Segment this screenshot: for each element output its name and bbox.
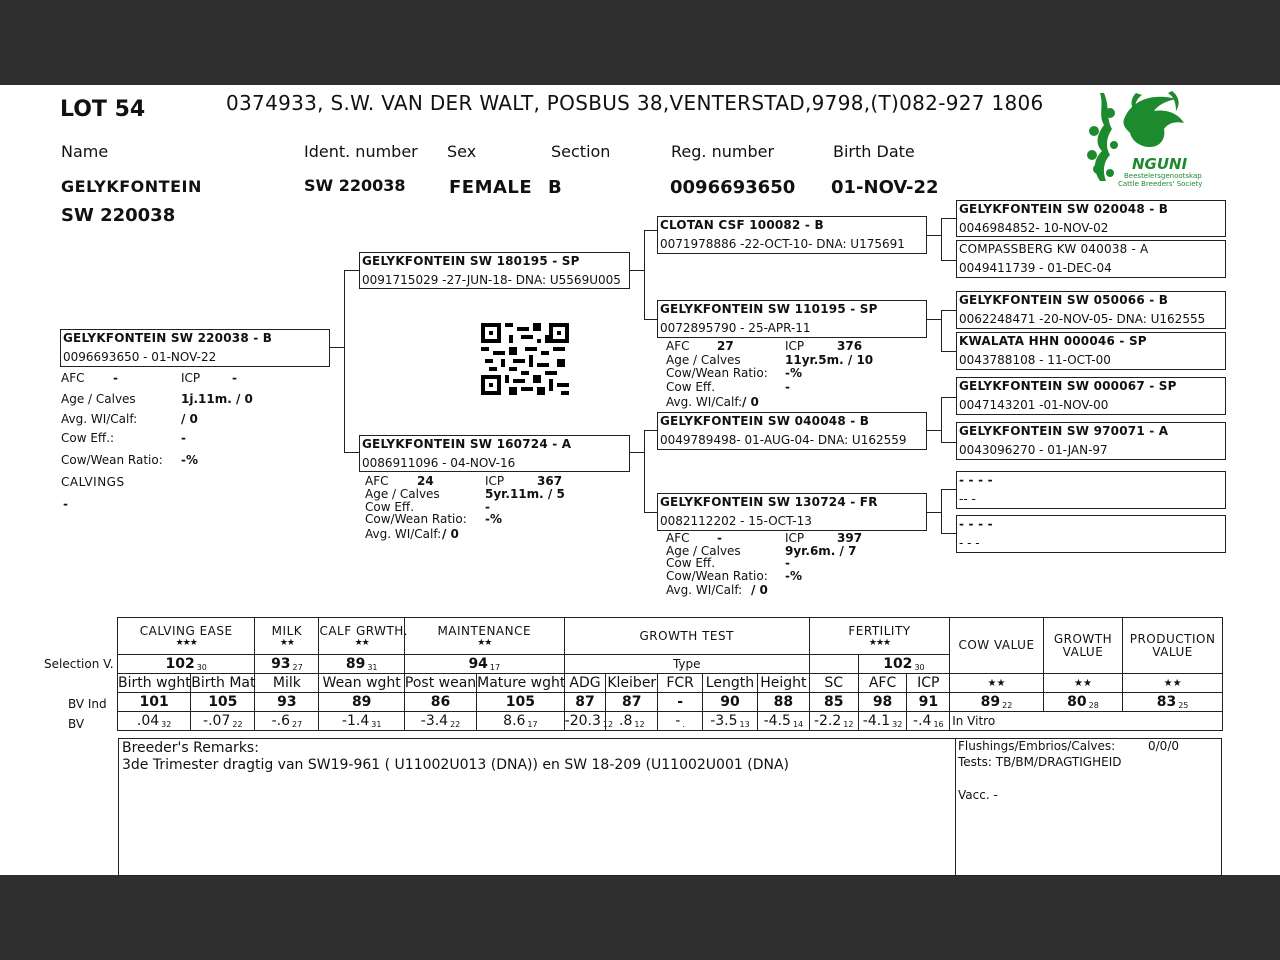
sd-afc-label: AFC — [666, 339, 690, 353]
sd-wean-label: Cow/Wean Ratio: — [666, 366, 768, 380]
sd-icp-label: ICP — [785, 339, 805, 353]
bv-cell: -2.2 $_{12}$ — [809, 712, 858, 731]
connector — [644, 230, 645, 320]
cow-value-header: COW VALUE — [950, 618, 1044, 674]
column-label: Wean wght — [319, 674, 404, 693]
gg5-name: GELYKFONTEIN SW 000067 - SP — [959, 379, 1177, 393]
bv-cell: -.6 $_{27}$ — [255, 712, 319, 731]
logo-subtitle-1: Beestelersgenootskap — [1124, 172, 1202, 180]
animal-box — [60, 329, 330, 367]
connector — [941, 260, 956, 261]
connector — [344, 452, 359, 453]
dd-afc-label: AFC — [666, 531, 690, 545]
birth-value: 01-NOV-22 — [831, 177, 939, 198]
connector — [344, 270, 345, 452]
column-label: FCR — [658, 674, 703, 693]
connector — [927, 235, 941, 236]
bv-ind-cell: 93 — [255, 693, 319, 712]
animal-name: GELYKFONTEIN SW 220038 - B — [63, 331, 273, 345]
sel-fert: 102 $_{30}$ — [858, 655, 950, 674]
bv-ind-cell: 101 — [118, 693, 191, 712]
animal-icp-label: ICP — [181, 371, 201, 385]
sire-reg: 0091715029 -27-JUN-18- DNA: U5569U005 — [362, 273, 621, 287]
connector — [630, 270, 644, 271]
gg2-reg: 0049411739 - 01-DEC-04 — [959, 261, 1112, 275]
dam-dam-reg: 0082112202 - 15-OCT-13 — [660, 514, 812, 528]
section-label: Section — [551, 142, 611, 161]
connector — [644, 430, 645, 512]
maintenance-header: MAINTENANCE ★★ — [404, 618, 564, 655]
sex-value: FEMALE — [449, 177, 533, 198]
column-label: Mature wght — [477, 675, 566, 691]
bv-cell: -.4 $_{16}$ — [907, 712, 950, 731]
animal-wi: / 0 — [181, 412, 198, 426]
gg-box-7 — [956, 471, 1226, 509]
breeder-info: 0374933, S.W. VAN DER WALT, POSBUS 38,VENTERSTAD,9798,(T)082-927 1806 — [226, 91, 1044, 115]
dam-wean-label: Cow/Wean Ratio: — [365, 512, 467, 526]
pv-stars: ★★ — [1123, 674, 1223, 693]
sd-eff: - — [785, 380, 790, 394]
column-label: ICP — [907, 674, 950, 693]
calf-growth-header: CALF GRWTH. ★★ — [319, 618, 404, 655]
animal-eff: - — [181, 431, 186, 445]
bv-cell: -4.1 $_{32}$ — [858, 712, 907, 731]
gg3-reg: 0062248471 -20-NOV-05- DNA: U162555 — [959, 312, 1206, 326]
sire-dam-reg: 0072895790 - 25-APR-11 — [660, 321, 811, 335]
sd-age: 11yr.5m. / 10 — [785, 353, 874, 367]
dam-sire-name: GELYKFONTEIN SW 040048 - B — [660, 414, 870, 428]
column-label: Length — [702, 674, 757, 693]
dd-age: 9yr.6m. / 7 — [785, 544, 857, 558]
bv-ind-cell: 87 — [606, 693, 658, 712]
bv-ind-cell: 105 — [477, 693, 565, 712]
dam-age: 5yr.11m. / 5 — [485, 487, 565, 501]
animal-age-label: Age / Calves — [61, 392, 136, 406]
flush-label: Flushings/Embrios/Calves: — [958, 739, 1116, 753]
production-value-header: PRODUCTION VALUE — [1123, 618, 1223, 674]
bv-cell: -20.3 $_{12}$ — [564, 713, 614, 729]
value-cell: 89 $_{22}$ — [950, 693, 1044, 712]
animal-wean: -% — [181, 453, 199, 467]
connector — [941, 218, 942, 260]
gg-box-8 — [956, 515, 1226, 553]
connector — [644, 512, 657, 513]
name-label: Name — [61, 142, 109, 161]
dam-dam-name: GELYKFONTEIN SW 130724 - FR — [660, 495, 878, 509]
gg4-name: KWALATA HHN 000046 - SP — [959, 334, 1147, 348]
connector — [941, 218, 956, 219]
connector — [941, 442, 956, 443]
sd-wi-label: Avg. WI/Calf: — [666, 395, 743, 409]
sire-box — [359, 252, 630, 289]
ident-label: Ident. number — [304, 142, 418, 161]
dam-sire-box — [657, 412, 927, 450]
gg-box-1 — [956, 200, 1226, 237]
animal-age: 1j.11m. / 0 — [181, 392, 253, 406]
dd-wean-label: Cow/Wean Ratio: — [666, 569, 768, 583]
dam-wi-label: Avg. WI/Calf: — [365, 527, 442, 541]
dd-eff: - — [785, 556, 790, 570]
sire-sire-box — [657, 216, 927, 254]
sel-calf: 89 $_{31}$ — [319, 655, 404, 674]
bv-label: BV — [68, 717, 85, 731]
dd-wean: -% — [785, 569, 803, 583]
connector — [941, 489, 956, 490]
sd-eff-label: Cow Eff. — [666, 380, 716, 394]
column-label: Birth Mat — [191, 675, 256, 691]
animal-afc: - — [113, 371, 118, 385]
column-label: SC — [809, 674, 858, 693]
header-row — [118, 618, 1223, 655]
bv-cell: .04 $_{32}$ — [118, 712, 191, 731]
sd-icp: 376 — [837, 339, 863, 353]
dd-wi-label: Avg. WI/Calf: — [666, 583, 743, 597]
bv-ind-cell: 86 — [404, 693, 476, 712]
gg5-reg: 0047143201 -01-NOV-00 — [959, 398, 1109, 412]
tests-text: Tests: TB/BM/DRAGTIGHEID — [958, 755, 1122, 769]
connector — [927, 430, 941, 431]
value-cell: 83 $_{25}$ — [1123, 693, 1223, 712]
gg1-reg: 0046984852- 10-NOV-02 — [959, 221, 1109, 235]
reg-label: Reg. number — [671, 142, 775, 161]
connector — [941, 533, 956, 534]
growth-value-header: GROWTH VALUE — [1043, 618, 1122, 674]
bv-cell: - $_.$ — [658, 712, 703, 731]
nguni-logo — [1080, 85, 1210, 190]
logo-subtitle-2: Cattle Breeders' Society — [1118, 180, 1203, 188]
dam-wean: -% — [485, 512, 503, 526]
fertility-header: FERTILITY ★★★ — [809, 618, 949, 655]
qr-code-icon — [481, 322, 569, 396]
dd-afc: - — [717, 531, 722, 545]
dam-name: GELYKFONTEIN SW 160724 - A — [362, 437, 572, 451]
gg6-reg: 0043096270 - 01-JAN-97 — [959, 443, 1108, 457]
connector — [330, 347, 344, 348]
animal-icp: - — [232, 371, 237, 385]
connector — [941, 310, 942, 352]
sire-sire-name: CLOTAN CSF 100082 - B — [660, 218, 824, 232]
bv-cell: .8 $_{12}$ — [606, 712, 658, 731]
connector — [941, 397, 956, 398]
gg3-name: GELYKFONTEIN SW 050066 - B — [959, 293, 1169, 307]
dam-afc: 24 — [417, 474, 434, 488]
bv-cell: 8.6 $_{17}$ — [477, 712, 565, 731]
dam-icp: 367 — [537, 474, 563, 488]
ident-value: SW 220038 — [304, 176, 406, 195]
sd-afc: 27 — [717, 339, 734, 353]
gg8-name: - - - - — [959, 517, 993, 531]
breeding-values-table — [117, 617, 1223, 731]
bv-ind-cell: 87 — [564, 693, 606, 712]
dd-wi: / 0 — [751, 583, 768, 597]
gg4-reg: 0043788108 - 11-OCT-00 — [959, 353, 1111, 367]
gg2-name: COMPASSBERG KW 040038 - A — [959, 242, 1149, 256]
connector — [941, 351, 956, 352]
vacc-text: Vacc. - — [958, 788, 998, 802]
sel-calving: 102 $_{30}$ — [118, 655, 255, 674]
fert-blank — [809, 655, 858, 674]
connector — [941, 397, 942, 443]
gg6-name: GELYKFONTEIN SW 970071 - A — [959, 424, 1169, 438]
reg-value: 0096693650 — [670, 177, 796, 198]
connector — [630, 452, 644, 453]
dd-eff-label: Cow Eff. — [666, 556, 716, 570]
sd-age-label: Age / Calves — [666, 353, 741, 367]
cow-stars: ★★ — [950, 674, 1044, 693]
dam-dam-box — [657, 493, 927, 531]
gg-box-2 — [956, 240, 1226, 278]
gv-stars: ★★ — [1043, 674, 1122, 693]
dam-wi: / 0 — [442, 527, 459, 541]
sel-maint: 94 $_{17}$ — [404, 655, 564, 674]
dam-eff: - — [485, 500, 490, 514]
bv-ind-cell: 105 — [191, 693, 255, 712]
animal-afc-label: AFC — [61, 371, 85, 385]
column-label: Birth wght — [118, 675, 191, 691]
gg-box-5 — [956, 377, 1226, 415]
column-label: ADG — [564, 674, 606, 693]
sd-wi: / 0 — [742, 395, 759, 409]
bv-ind-cell: - — [658, 693, 703, 712]
column-label: Kleiber — [607, 675, 657, 691]
dam-sire-reg: 0049789498- 01-AUG-04- DNA: U162559 — [660, 433, 907, 447]
bv-cell: -4.5 $_{14}$ — [757, 712, 809, 731]
sd-wean: -% — [785, 366, 803, 380]
bv-ind-cell: 85 — [809, 693, 858, 712]
dam-afc-label: AFC — [365, 474, 389, 488]
dam-reg: 0086911096 - 04-NOV-16 — [362, 456, 516, 470]
name-value-2: SW 220038 — [61, 205, 176, 226]
logo-text: NGUNI — [1132, 155, 1188, 173]
qr-code — [481, 322, 569, 396]
animal-wi-label: Avg. WI/Calf: — [61, 412, 138, 426]
sire-name: GELYKFONTEIN SW 180195 - SP — [362, 254, 580, 268]
bv-ind-cell: 90 — [702, 693, 757, 712]
selection-label: Selection V. — [44, 657, 114, 671]
animal-wean-label: Cow/Wean Ratio: — [61, 453, 163, 467]
gg1-name: GELYKFONTEIN SW 020048 - B — [959, 202, 1169, 216]
value-cell: 80 $_{28}$ — [1043, 693, 1122, 712]
section-value: B — [548, 177, 562, 198]
sire-dam-box — [657, 300, 927, 338]
connector — [644, 430, 657, 431]
dam-icp-label: ICP — [485, 474, 505, 488]
dd-age-label: Age / Calves — [666, 544, 741, 558]
gg-box-6 — [956, 422, 1226, 460]
connector — [941, 489, 942, 534]
gg7-reg: -- - — [959, 492, 976, 506]
bv-ind-cell: 98 — [858, 693, 907, 712]
connector — [927, 319, 941, 320]
gg-box-4 — [956, 332, 1226, 370]
gg-box-3 — [956, 291, 1226, 329]
connector — [644, 230, 657, 231]
dd-icp: 397 — [837, 531, 863, 545]
name-value: GELYKFONTEIN — [61, 177, 202, 196]
connector — [344, 270, 359, 271]
connector — [941, 310, 956, 311]
remarks-text: 3de Trimester dragtig van SW19-961 ( U11002U013 (DNA)) en SW 18-209 (U11002U001 (DNA) — [122, 757, 789, 773]
gg7-name: - - - - — [959, 473, 993, 487]
column-label: Height — [757, 674, 809, 693]
birth-label: Birth Date — [833, 142, 915, 161]
column-label-row — [118, 674, 1223, 693]
sire-sire-reg: 0071978886 -22-OCT-10- DNA: U175691 — [660, 237, 905, 251]
flush-value: 0/0/0 — [1148, 739, 1179, 753]
bv-cell: -1.4 $_{31}$ — [319, 712, 404, 731]
gg8-reg: - - - — [959, 536, 980, 550]
remarks-box — [118, 738, 1222, 876]
in-vitro-label: In Vitro — [950, 712, 1223, 731]
bv-ind-cell: 88 — [757, 693, 809, 712]
animal-eff-label: Cow Eff.: — [61, 431, 115, 445]
dd-icp-label: ICP — [785, 531, 805, 545]
connector — [927, 512, 941, 513]
sire-dam-name: GELYKFONTEIN SW 110195 - SP — [660, 302, 878, 316]
bv-ind-cell: 91 — [907, 693, 950, 712]
column-label: Milk — [255, 674, 319, 693]
column-label: AFC — [858, 674, 907, 693]
calvings-label: CALVINGS — [61, 475, 125, 489]
bv-cell: -3.4 $_{22}$ — [404, 712, 476, 731]
dam-age-label: Age / Calves — [365, 487, 440, 501]
dam-eff-label: Cow Eff. — [365, 500, 415, 514]
dam-box — [359, 435, 630, 472]
column-label: Post wean — [404, 675, 477, 691]
remarks-label: Breeder's Remarks: — [122, 740, 259, 756]
bv-ind-cell: 89 — [319, 693, 404, 712]
milk-header: MILK ★★ — [255, 618, 319, 655]
pedigree-certificate — [0, 85, 1280, 875]
bv-cell: -3.5 $_{13}$ — [702, 712, 757, 731]
animal-reg: 0096693650 - 01-NOV-22 — [63, 350, 217, 364]
lot-number: LOT 54 — [60, 97, 146, 122]
sex-label: Sex — [447, 142, 477, 161]
type-label: Type — [564, 655, 809, 674]
calving-ease-header: CALVING EASE ★★★ — [118, 618, 255, 655]
growth-test-header: GROWTH TEST — [564, 618, 809, 655]
bv-ind-label: BV Ind — [68, 697, 107, 711]
bv-cell: -.07 $_{22}$ — [191, 712, 255, 731]
sel-milk: 93 $_{27}$ — [255, 655, 319, 674]
bv-row — [118, 712, 1223, 731]
bv-ind-row — [118, 693, 1223, 712]
calvings-value: - — [63, 497, 68, 511]
remarks-divider — [955, 739, 956, 875]
connector — [644, 319, 657, 320]
